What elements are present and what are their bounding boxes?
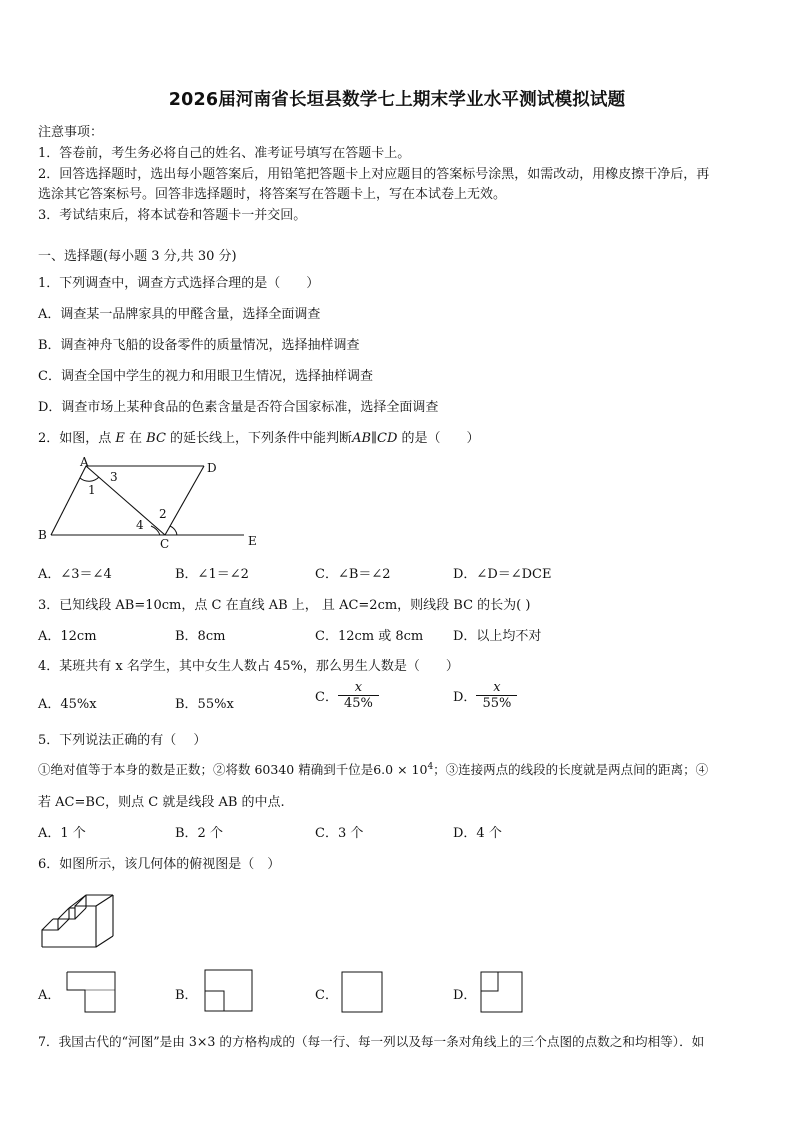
- question-4-stem: 4．某班共有 x 名学生，其中女生人数占 45%，那么男生人数是（ ）: [38, 659, 459, 674]
- q1-option-d[interactable]: D．调查市场上某种食品的色素含量是否符合国家标准，选择全面调查: [38, 400, 439, 415]
- angle-1-label: 1: [88, 483, 96, 497]
- q1-option-a[interactable]: A．调查某一品牌家具的甲醛含量，选择全面调查: [38, 307, 321, 322]
- q2-option-a[interactable]: A．∠3＝∠4: [38, 567, 112, 582]
- section-heading: 一、选择题(每小题 3 分,共 30 分): [38, 249, 237, 264]
- q3-option-d[interactable]: D．以上均不对: [453, 629, 542, 644]
- angle-4-label: 4: [136, 518, 144, 532]
- notice-item: 选涂其它答案标号。回答非选择题时，将答案写在答题卡上，写在本试卷上无效。: [38, 187, 507, 202]
- fraction: $\frac{x}{45\%}$: [338, 680, 379, 711]
- point-c-label: C: [160, 537, 170, 551]
- page-title: 2026届河南省长垣县数学七上期末学业水平测试模拟试题: [168, 90, 626, 110]
- notice-item: 2．回答选择题时，选出每小题答案后，用铅笔把答题卡上对应题目的答案标号涂黑，如需改动，用橡皮擦干净后，再: [38, 167, 710, 182]
- notice-item: 1．答卷前，考生务必将自己的姓名、准考证号填写在答题卡上。: [38, 146, 411, 161]
- q1-option-b[interactable]: B．调查神舟飞船的设备零件的质量情况，选择抽样调查: [38, 338, 360, 353]
- q4-option-c[interactable]: C． $\frac{x}{45\%}$: [315, 680, 379, 711]
- question-6-stem: 6．如图所示，该几何体的俯视图是（ ）: [38, 857, 281, 872]
- q5-statements-line-2: 若 AC=BC，则点 C 就是线段 AB 的中点.: [38, 795, 285, 810]
- point-d-label: D: [207, 461, 217, 475]
- q5-statements-line-1: ①绝对值等于本身的数是正数；②将数 60340 精确到千位是$6.0 \times 10^4$；③连接两点的线段的长度就是两点间的距离；④: [38, 761, 709, 777]
- q5-option-d[interactable]: D．4 个: [453, 826, 502, 841]
- angle-3-label: 3: [110, 470, 118, 484]
- q2-option-b[interactable]: B．∠1＝∠2: [175, 567, 249, 582]
- q5-option-b[interactable]: B．2 个: [175, 826, 223, 841]
- q1-option-c[interactable]: C．调查全国中学生的视力和用眼卫生情况，选择抽样调查: [38, 369, 373, 384]
- question-1-stem: 1．下列调查中，调查方式选择合理的是（ ）: [38, 276, 320, 291]
- question-7-stem: 7．我国古代的“河图”是由 3×3 的方格构成的（每一行、每一列以及每一条对角线上的三个点图的点数之和均相等）．如: [38, 1034, 705, 1049]
- view-d-figure: [481, 972, 522, 1012]
- angle-2-label: 2: [159, 507, 167, 521]
- q2-option-d[interactable]: D．∠D＝∠DCE: [453, 567, 552, 582]
- point-e-label: E: [248, 534, 257, 548]
- q5-option-c[interactable]: C．3 个: [315, 826, 364, 841]
- q6-option-d[interactable]: D．: [453, 988, 477, 1003]
- view-c-figure: [342, 972, 382, 1012]
- q6-option-c[interactable]: C．: [315, 988, 338, 1003]
- q4-option-a[interactable]: A．45%x: [38, 697, 97, 712]
- q2-option-c[interactable]: C．∠B＝∠2: [315, 567, 391, 582]
- notice-item: 3．考试结束后，将本试卷和答题卡一并交回。: [38, 208, 307, 223]
- question-3-stem: 3．已知线段 AB=10cm，点 C 在直线 AB 上， 且 AC=2cm，则线段 BC 的长为( ): [38, 598, 531, 613]
- q3-option-a[interactable]: A．12cm: [38, 629, 97, 644]
- q6-option-b[interactable]: B．: [175, 988, 198, 1003]
- notice-heading: 注意事项：: [38, 125, 104, 140]
- question-2-stem: 2．如图，点 E 在 BC 的延长线上，下列条件中能判断AB∥CD 的是（ ）: [38, 431, 480, 446]
- q5-option-a[interactable]: A．1 个: [38, 826, 86, 841]
- question-5-stem: 5．下列说法正确的有（ ）: [38, 733, 207, 748]
- q4-option-d[interactable]: D． $\frac{x}{55\%}$: [453, 680, 517, 711]
- q3-option-b[interactable]: B．8cm: [175, 629, 226, 644]
- fraction: $\frac{x}{55\%}$: [476, 680, 517, 711]
- q4-option-b[interactable]: B．55%x: [175, 697, 234, 712]
- q6-option-a[interactable]: A．: [38, 988, 61, 1003]
- point-a-label: A: [80, 455, 89, 469]
- q3-option-c[interactable]: C．12cm 或 8cm: [315, 629, 424, 644]
- view-a-figure: [67, 972, 115, 1012]
- point-b-label: B: [38, 528, 47, 542]
